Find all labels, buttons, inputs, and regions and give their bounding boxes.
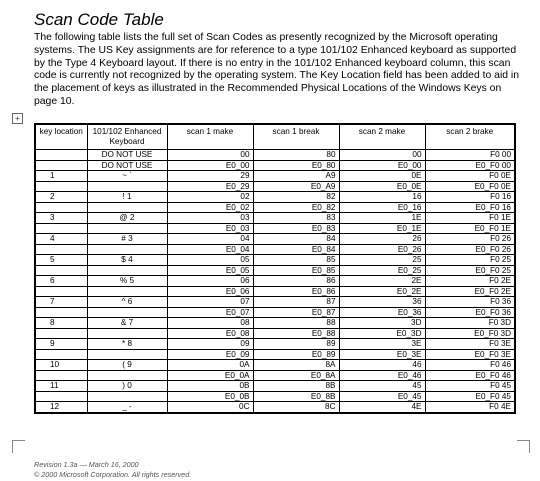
cell-scan2-make: E0_2E <box>339 286 425 297</box>
table-row <box>35 349 515 360</box>
cell-scan2-make: E0_45 <box>339 391 425 402</box>
header-key-location: key location <box>35 124 87 150</box>
cell-scan2-brake: F0 2E <box>425 276 515 287</box>
cell-scan2-make: E0_25 <box>339 265 425 276</box>
table-row <box>35 202 515 213</box>
cell-scan1-break: 88 <box>253 318 339 329</box>
cell-key-location: 7 <box>35 297 87 308</box>
cell-scan2-make: E0_16 <box>339 202 425 213</box>
table-header-row <box>35 124 515 150</box>
cell-scan2-brake: E0_F0 3D <box>425 328 515 339</box>
cell-enhanced-key <box>87 265 167 276</box>
cell-key-location <box>35 307 87 318</box>
cell-scan2-brake: E0_F0 36 <box>425 307 515 318</box>
cell-scan2-make: 0E <box>339 171 425 182</box>
cell-scan2-make: 36 <box>339 297 425 308</box>
cell-scan1-break: E0_88 <box>253 328 339 339</box>
cell-scan1-break: 86 <box>253 276 339 287</box>
table-row <box>35 360 515 371</box>
table-row <box>35 160 515 171</box>
cell-scan1-break: E0_84 <box>253 244 339 255</box>
table-row <box>35 223 515 234</box>
cell-enhanced-key <box>87 286 167 297</box>
cell-scan1-make: 04 <box>167 234 253 245</box>
table-row <box>35 255 515 266</box>
cell-key-location <box>35 391 87 402</box>
table-row <box>35 234 515 245</box>
cell-scan2-brake: F0 0E <box>425 171 515 182</box>
table-row <box>35 244 515 255</box>
cell-scan2-brake: F0 16 <box>425 192 515 203</box>
cell-scan1-make: E0_07 <box>167 307 253 318</box>
cell-scan1-make: E0_0A <box>167 370 253 381</box>
cell-scan1-break: E0_80 <box>253 160 339 171</box>
table-body <box>35 150 515 413</box>
cell-scan1-break: 87 <box>253 297 339 308</box>
cell-scan1-break: 8C <box>253 402 339 413</box>
cell-scan1-break: E0_87 <box>253 307 339 318</box>
cell-enhanced-key <box>87 391 167 402</box>
cell-scan2-brake: E0_F0 26 <box>425 244 515 255</box>
cell-scan1-break: 8B <box>253 381 339 392</box>
cell-key-location <box>35 150 87 161</box>
cell-enhanced-key <box>87 202 167 213</box>
cell-scan2-make: E0_46 <box>339 370 425 381</box>
cell-scan2-make: 26 <box>339 234 425 245</box>
cell-enhanced-key: DO NOT USE <box>87 160 167 171</box>
cell-scan1-make: E0_05 <box>167 265 253 276</box>
table-row <box>35 328 515 339</box>
cell-key-location: 8 <box>35 318 87 329</box>
scan-code-table <box>34 123 516 414</box>
cell-enhanced-key: ( 9 <box>87 360 167 371</box>
cell-key-location: 12 <box>35 402 87 413</box>
cell-key-location: 3 <box>35 213 87 224</box>
cell-scan1-break: E0_82 <box>253 202 339 213</box>
cell-scan1-break: E0_89 <box>253 349 339 360</box>
cell-scan1-make: 08 <box>167 318 253 329</box>
table-row <box>35 391 515 402</box>
cell-scan2-brake: E0_F0 25 <box>425 265 515 276</box>
cell-scan2-brake: F0 00 <box>425 150 515 161</box>
header-scan2-brake: scan 2 brake <box>425 124 515 150</box>
cell-enhanced-key: # 3 <box>87 234 167 245</box>
cell-scan1-break: E0_8A <box>253 370 339 381</box>
cell-scan2-brake: F0 45 <box>425 381 515 392</box>
cell-enhanced-key: _ - <box>87 402 167 413</box>
cell-scan2-make: 00 <box>339 150 425 161</box>
cell-scan1-make: E0_02 <box>167 202 253 213</box>
table-row <box>35 381 515 392</box>
cell-key-location: 2 <box>35 192 87 203</box>
cell-scan1-make: 03 <box>167 213 253 224</box>
cell-enhanced-key: @ 2 <box>87 213 167 224</box>
page-corner-mark-right <box>517 440 530 453</box>
cell-enhanced-key <box>87 223 167 234</box>
footer-revision: Revision 1.3a — March 16, 2000 <box>34 460 139 469</box>
cell-scan1-break: E0_83 <box>253 223 339 234</box>
page-corner-mark-left <box>12 440 25 453</box>
cell-scan1-make: 0A <box>167 360 253 371</box>
cell-scan1-make: 0B <box>167 381 253 392</box>
cell-key-location: 4 <box>35 234 87 245</box>
cell-scan2-brake: F0 46 <box>425 360 515 371</box>
cell-scan2-make: 3D <box>339 318 425 329</box>
cell-enhanced-key: ~ ` <box>87 171 167 182</box>
cell-scan1-make: 07 <box>167 297 253 308</box>
cell-scan1-break: 8A <box>253 360 339 371</box>
cell-key-location: 11 <box>35 381 87 392</box>
footer-copyright: © 2000 Microsoft Corporation. All rights reserved. <box>34 469 192 479</box>
cell-scan1-make: E0_00 <box>167 160 253 171</box>
cell-scan1-make: 06 <box>167 276 253 287</box>
cell-scan2-make: 4E <box>339 402 425 413</box>
cell-enhanced-key <box>87 181 167 192</box>
cell-scan1-break: 85 <box>253 255 339 266</box>
cell-scan2-brake: F0 4E <box>425 402 515 413</box>
cell-scan1-make: 0C <box>167 402 253 413</box>
cell-scan2-brake: E0_F0 16 <box>425 202 515 213</box>
cell-key-location <box>35 349 87 360</box>
cell-scan2-make: E0_0E <box>339 181 425 192</box>
cell-scan1-break: 84 <box>253 234 339 245</box>
cell-scan1-make: E0_04 <box>167 244 253 255</box>
cell-scan1-make: E0_08 <box>167 328 253 339</box>
cell-scan1-make: E0_09 <box>167 349 253 360</box>
cell-enhanced-key: ^ 6 <box>87 297 167 308</box>
cell-enhanced-key: DO NOT USE <box>87 150 167 161</box>
cell-scan2-make: E0_00 <box>339 160 425 171</box>
cell-scan2-make: E0_36 <box>339 307 425 318</box>
cell-scan2-brake: F0 36 <box>425 297 515 308</box>
cell-scan2-make: E0_3E <box>339 349 425 360</box>
cell-key-location <box>35 265 87 276</box>
cell-scan2-make: 25 <box>339 255 425 266</box>
page-footer <box>34 460 191 479</box>
cell-scan2-make: 2E <box>339 276 425 287</box>
cell-scan1-make: 09 <box>167 339 253 350</box>
cell-key-location <box>35 370 87 381</box>
cell-enhanced-key: * 8 <box>87 339 167 350</box>
cell-scan2-brake: F0 1E <box>425 213 515 224</box>
cell-key-location <box>35 328 87 339</box>
header-scan2-make: scan 2 make <box>339 124 425 150</box>
cell-key-location <box>35 160 87 171</box>
cell-scan1-break: E0_85 <box>253 265 339 276</box>
cell-scan1-make: E0_29 <box>167 181 253 192</box>
cell-scan1-break: 83 <box>253 213 339 224</box>
cell-scan2-brake: F0 3D <box>425 318 515 329</box>
cell-key-location <box>35 244 87 255</box>
cell-scan1-break: 82 <box>253 192 339 203</box>
cell-enhanced-key: & 7 <box>87 318 167 329</box>
cell-scan1-make: E0_03 <box>167 223 253 234</box>
cell-enhanced-key <box>87 244 167 255</box>
table-row <box>35 192 515 203</box>
table-row <box>35 213 515 224</box>
cell-scan1-make: 29 <box>167 171 253 182</box>
header-scan1-make: scan 1 make <box>167 124 253 150</box>
table-row <box>35 181 515 192</box>
cell-scan2-brake: F0 25 <box>425 255 515 266</box>
cell-scan2-make: 3E <box>339 339 425 350</box>
cell-scan1-make: 02 <box>167 192 253 203</box>
cell-scan2-make: 45 <box>339 381 425 392</box>
cell-enhanced-key <box>87 370 167 381</box>
cell-scan1-break: 89 <box>253 339 339 350</box>
cell-key-location: 10 <box>35 360 87 371</box>
intro-paragraph: The following table lists the full set of Scan Codes as presently recognized by the Microsoft operating systems. The US Key assignments are for reference to a type 101/102 Enhanced keyboard as supported by the Type 4 Keyboard layout. If there is no entry in the 101/102 Enhanced keyboard column, this scan code is currently not recognized by the operating system. The Key Location field has been added to aid in the placement of keys as illustrated in the Recommended Physical Locations of the Windows Keys on page 10. <box>34 32 520 107</box>
cell-scan2-make: E0_26 <box>339 244 425 255</box>
cell-key-location <box>35 286 87 297</box>
cell-scan1-break: E0_A9 <box>253 181 339 192</box>
cell-scan1-make: 00 <box>167 150 253 161</box>
cell-key-location: 9 <box>35 339 87 350</box>
cell-scan1-break: E0_86 <box>253 286 339 297</box>
cell-scan2-make: 1E <box>339 213 425 224</box>
table-row <box>35 307 515 318</box>
cell-scan2-brake: E0_F0 2E <box>425 286 515 297</box>
cell-scan2-brake: F0 26 <box>425 234 515 245</box>
cell-scan1-make: E0_0B <box>167 391 253 402</box>
cell-scan2-brake: E0_F0 3E <box>425 349 515 360</box>
cell-key-location: 1 <box>35 171 87 182</box>
table-row <box>35 318 515 329</box>
cell-key-location <box>35 181 87 192</box>
header-enhanced-keyboard: 101/102 Enhanced Keyboard <box>87 124 167 150</box>
cell-key-location <box>35 223 87 234</box>
cell-scan1-break: 80 <box>253 150 339 161</box>
cell-key-location: 6 <box>35 276 87 287</box>
table-row <box>35 297 515 308</box>
cell-scan1-break: E0_8B <box>253 391 339 402</box>
cell-scan2-brake: F0 3E <box>425 339 515 350</box>
cell-scan2-brake: E0_F0 00 <box>425 160 515 171</box>
table-row <box>35 402 515 413</box>
cell-enhanced-key: ) 0 <box>87 381 167 392</box>
table-row <box>35 171 515 182</box>
cell-key-location <box>35 202 87 213</box>
cell-enhanced-key: $ 4 <box>87 255 167 266</box>
cell-scan2-brake: E0_F0 1E <box>425 223 515 234</box>
header-scan1-break: scan 1 break <box>253 124 339 150</box>
cell-enhanced-key <box>87 328 167 339</box>
cell-scan1-break: A9 <box>253 171 339 182</box>
cell-scan2-make: 16 <box>339 192 425 203</box>
cell-key-location: 5 <box>35 255 87 266</box>
cell-scan1-make: 05 <box>167 255 253 266</box>
table-row <box>35 265 515 276</box>
table-row <box>35 286 515 297</box>
cell-enhanced-key <box>87 307 167 318</box>
cell-scan2-brake: E0_F0 45 <box>425 391 515 402</box>
cell-scan2-brake: E0_F0 46 <box>425 370 515 381</box>
cell-enhanced-key: % 5 <box>87 276 167 287</box>
cell-scan2-brake: E0_F0 0E <box>425 181 515 192</box>
cell-enhanced-key <box>87 349 167 360</box>
cell-scan2-make: E0_3D <box>339 328 425 339</box>
cell-scan1-make: E0_06 <box>167 286 253 297</box>
cell-scan2-make: 46 <box>339 360 425 371</box>
table-row <box>35 339 515 350</box>
cell-enhanced-key: ! 1 <box>87 192 167 203</box>
cell-scan2-make: E0_1E <box>339 223 425 234</box>
table-move-handle-icon[interactable]: + <box>12 113 23 124</box>
page-title: Scan Code Table <box>34 10 164 29</box>
table-row <box>35 370 515 381</box>
table-row <box>35 150 515 161</box>
table-row <box>35 276 515 287</box>
